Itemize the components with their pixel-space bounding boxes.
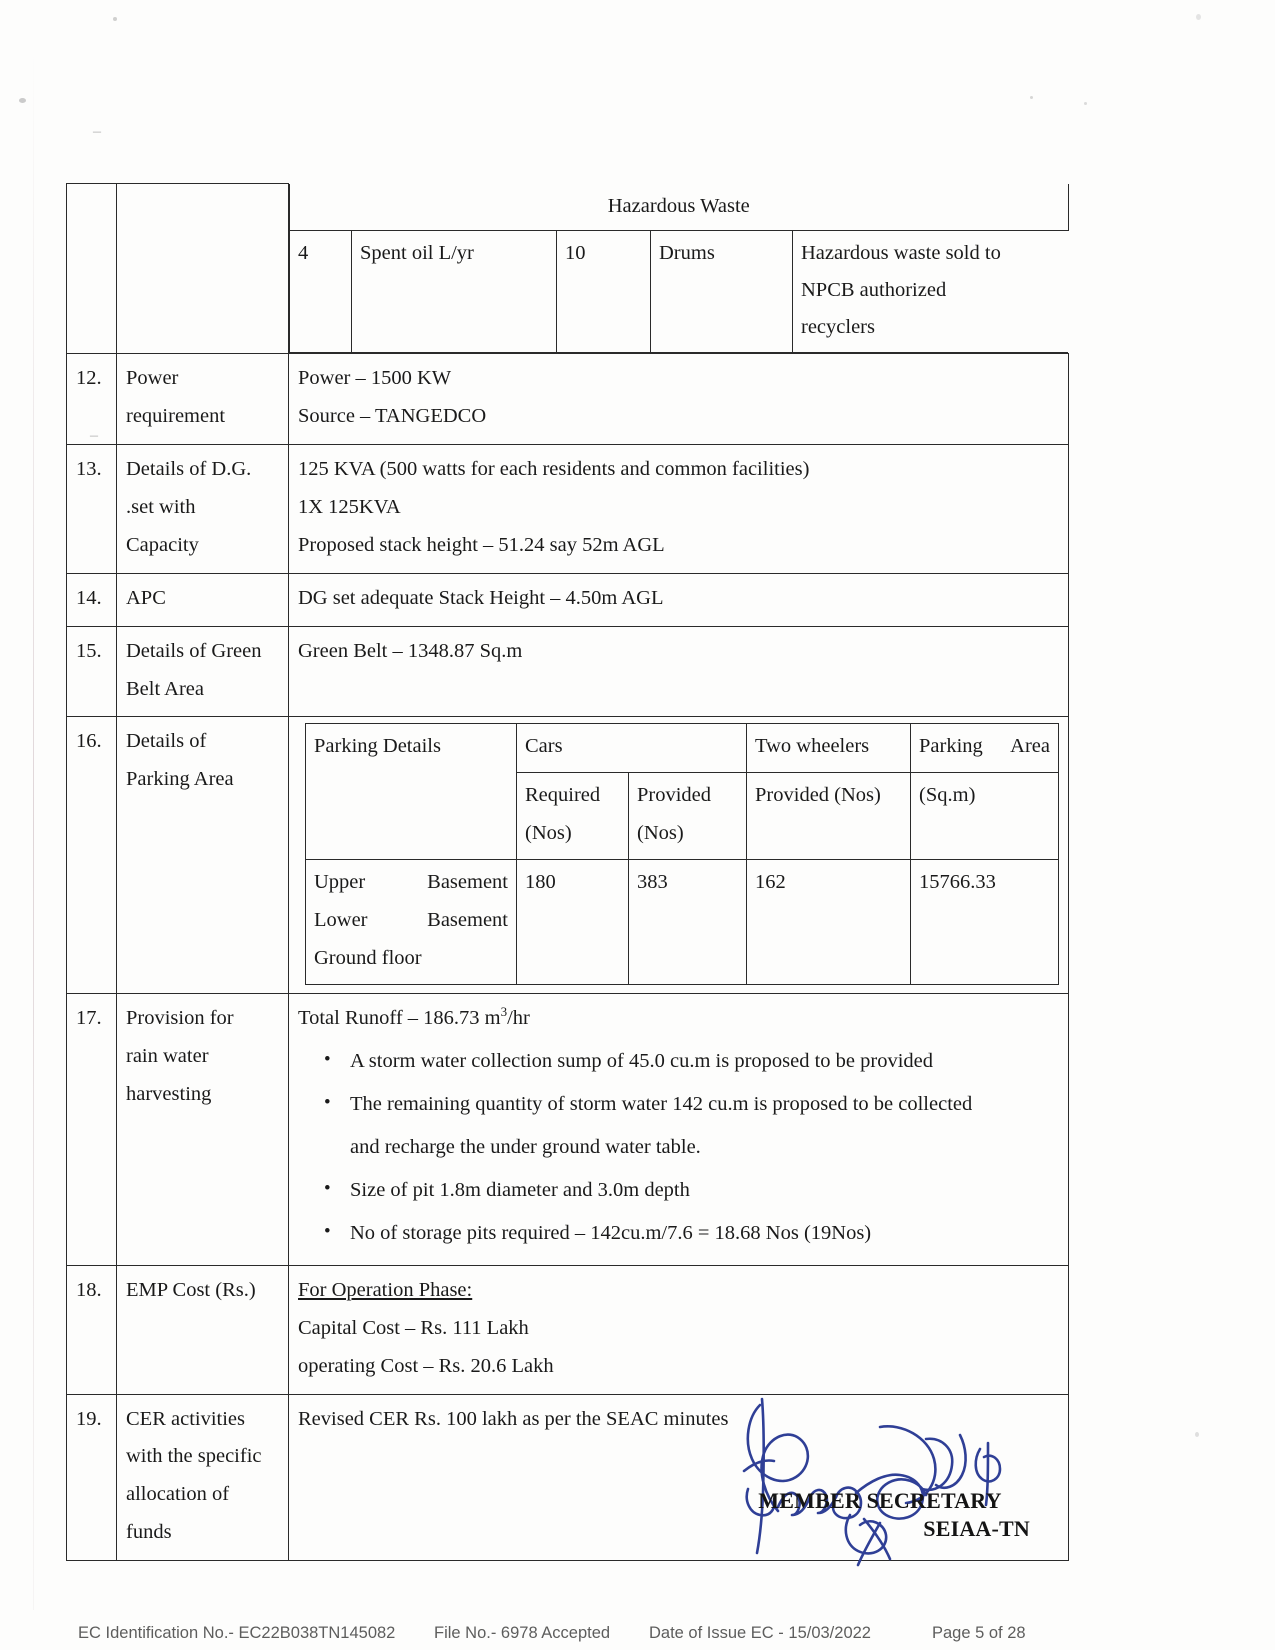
haz-qty: 10 [557,231,651,353]
haz-disposal-line-3: recyclers [801,316,875,339]
row-label-14: APC [117,573,289,626]
row-label-19-line-2: with the specific [126,1445,262,1468]
row-number-15: 15. [67,626,117,717]
parking-header-area-line-2: Area [1010,735,1050,758]
parking-header-area [911,724,1059,773]
haz-item: Spent oil L/yr [352,231,557,353]
parking-cars-required: 180 [517,860,629,985]
parking-level-2-a: Lower [314,909,368,932]
parking-levels [306,860,517,985]
parking-subheader-provided-l1: Provided [637,784,712,807]
footer-date-of-issue: Date of Issue EC - 15/03/2022 [649,1624,871,1642]
row-label-19 [117,1394,289,1561]
emp-capital-cost: Capital Cost – Rs. 111 Lakh [298,1316,529,1339]
power-source-value: Source – TANGEDCO [298,404,487,427]
footer-page-number: Page 5 of 28 [932,1624,1026,1642]
table-row-12 [67,354,1069,445]
row-label-17-line-1: Provision for [126,1006,234,1029]
row-value-16 [289,717,1069,994]
hazardous-waste-title-row [290,184,1069,231]
scan-stray-mark: – [90,427,98,444]
page-footer [78,1624,1198,1643]
scan-speck [113,17,117,21]
parking-header-cars: Cars [517,724,747,773]
parking-subheader-sqm: (Sq.m) [911,773,1059,860]
row-label-16-line-1: Details of [126,730,207,753]
list-item: • No of storage pits required – 142cu.m/7.6 = 18.68 Nos (19Nos) [350,1214,1059,1254]
parking-level-2-b: Basement [427,909,508,932]
dg-stack-height-value: Proposed stack height – 51.24 say 52m AGL [298,533,665,556]
signature-title: MEMBER SECRETARY [758,1488,1002,1513]
row-label-13-line-2: .set with [126,495,196,518]
row-label-13-line-1: Details of D.G. [126,457,252,480]
dg-count-value: 1X 125KVA [298,495,401,518]
rainwater-bullet-list [298,1042,1059,1254]
parking-header-details: Parking Details [306,724,517,860]
parking-subheader-required-l2: (Nos) [525,822,572,845]
row-number-17: 17. [67,993,117,1265]
total-runoff-superscript: 3 [500,1004,508,1020]
parking-subheader-two-wheelers: Provided (Nos) [747,773,911,860]
parking-level-1-b: Basement [427,871,508,894]
scan-speck [1196,14,1201,20]
hazardous-waste-cell [289,184,1069,354]
row-number-14: 14. [67,573,117,626]
footer-ec-identification: EC Identification No.- EC22B038TN145082 [78,1624,396,1642]
scan-speck [1030,96,1033,99]
table-row [67,184,1069,354]
footer-file-no: File No.- 6978 Accepted [434,1624,611,1642]
parking-subheader-provided-l2: (Nos) [637,822,684,845]
signature-organization: SEIAA-TN [923,1516,1030,1541]
list-item-continuation: and recharge the under ground water table. [350,1135,701,1158]
handwritten-signature-icon [730,1397,1050,1572]
scan-speck [1195,1432,1199,1437]
total-runoff-prefix: Total Runoff – 186.73 m [298,1006,501,1029]
row-value-14: DG set adequate Stack Height – 4.50m AGL [289,573,1069,626]
row-label-15-line-2: Belt Area [126,677,204,700]
table-row-14 [67,573,1069,626]
parking-subheader-required [517,773,629,860]
table-row-15 [67,626,1069,717]
row-label-15 [117,626,289,717]
haz-disposal [793,231,1069,353]
project-details-table [66,183,1069,1561]
row-value-12 [289,354,1069,445]
list-item: • The remaining quantity of storm water 142 cu.m is proposed to be collected [350,1085,1059,1125]
row-value-17 [289,993,1069,1265]
signature-block [730,1397,1050,1572]
parking-subheader-required-l1: Required [525,784,601,807]
emp-operating-cost: operating Cost – Rs. 20.6 Lakh [298,1354,554,1377]
hazardous-waste-table [289,184,1069,354]
table-row-17 [67,993,1069,1265]
row-label-19-line-1: CER activities [126,1407,245,1430]
scan-stray-mark: – [93,123,101,140]
emp-cost-heading: For Operation Phase: [298,1278,473,1301]
list-item: • Size of pit 1.8m diameter and 3.0m depth [350,1171,1059,1211]
row-label-13 [117,444,289,573]
row-number-cell [67,184,117,354]
parking-level-3: Ground floor [314,947,422,970]
haz-disposal-line-2: NPCB authorized [801,279,947,302]
parking-two-wheelers-provided: 162 [747,860,911,985]
scan-speck [1084,102,1087,105]
scan-speck [19,98,26,103]
row-label-15-line-1: Details of Green [126,639,262,662]
haz-container: Drums [651,231,793,353]
parking-header-two-wheelers: Two wheelers [747,724,911,773]
table-row-18 [67,1265,1069,1394]
row-label-18: EMP Cost (Rs.) [117,1265,289,1394]
total-runoff-line [298,1000,1059,1038]
hazardous-waste-data-row [290,231,1069,353]
row-number-13: 13. [67,444,117,573]
parking-header-area-line-1: Parking [919,735,983,758]
row-number-12: 12. [67,354,117,445]
hazardous-waste-title: Hazardous Waste [290,184,1069,231]
row-label-12-line-1: Power [126,367,179,390]
row-label-16 [117,717,289,994]
dg-capacity-value: 125 KVA (500 watts for each residents and common facilities) [298,457,810,480]
parking-header-row [306,724,1059,773]
row-value-19: Revised CER Rs. 100 lakh as per the SEAC minutes [289,1394,1069,1561]
row-number-16: 16. [67,717,117,994]
row-value-18 [289,1265,1069,1394]
table-row-13 [67,444,1069,573]
row-label-12 [117,354,289,445]
parking-area-value: 15766.33 [911,860,1059,985]
row-label-19-line-3: allocation of [126,1483,230,1506]
row-label-12-line-2: requirement [126,404,226,427]
parking-subheader-provided [629,773,747,860]
row-value-13 [289,444,1069,573]
total-runoff-suffix: /hr [507,1006,530,1029]
list-item: • A storm water collection sump of 45.0 cu.m is proposed to be provided [350,1042,1059,1082]
power-value: Power – 1500 KW [298,367,452,390]
parking-data-row [306,860,1059,985]
row-label-17-line-3: harvesting [126,1082,212,1105]
parking-level-1-a: Upper [314,871,366,894]
row-label-17 [117,993,289,1265]
row-label-17-line-2: rain water [126,1044,209,1067]
parking-details-table [305,723,1059,985]
row-number-19: 19. [67,1394,117,1561]
haz-sno: 4 [290,231,352,353]
row-label-cell [117,184,289,354]
row-label-13-line-3: Capacity [126,533,199,556]
row-label-19-line-4: funds [126,1521,172,1544]
row-value-15: Green Belt – 1348.87 Sq.m [289,626,1069,717]
haz-disposal-line-1: Hazardous waste sold to [801,242,1001,265]
row-label-16-line-2: Parking Area [126,768,234,791]
parking-cars-provided: 383 [629,860,747,985]
row-number-18: 18. [67,1265,117,1394]
table-row-16 [67,717,1069,994]
scan-edge-line [33,50,34,1610]
